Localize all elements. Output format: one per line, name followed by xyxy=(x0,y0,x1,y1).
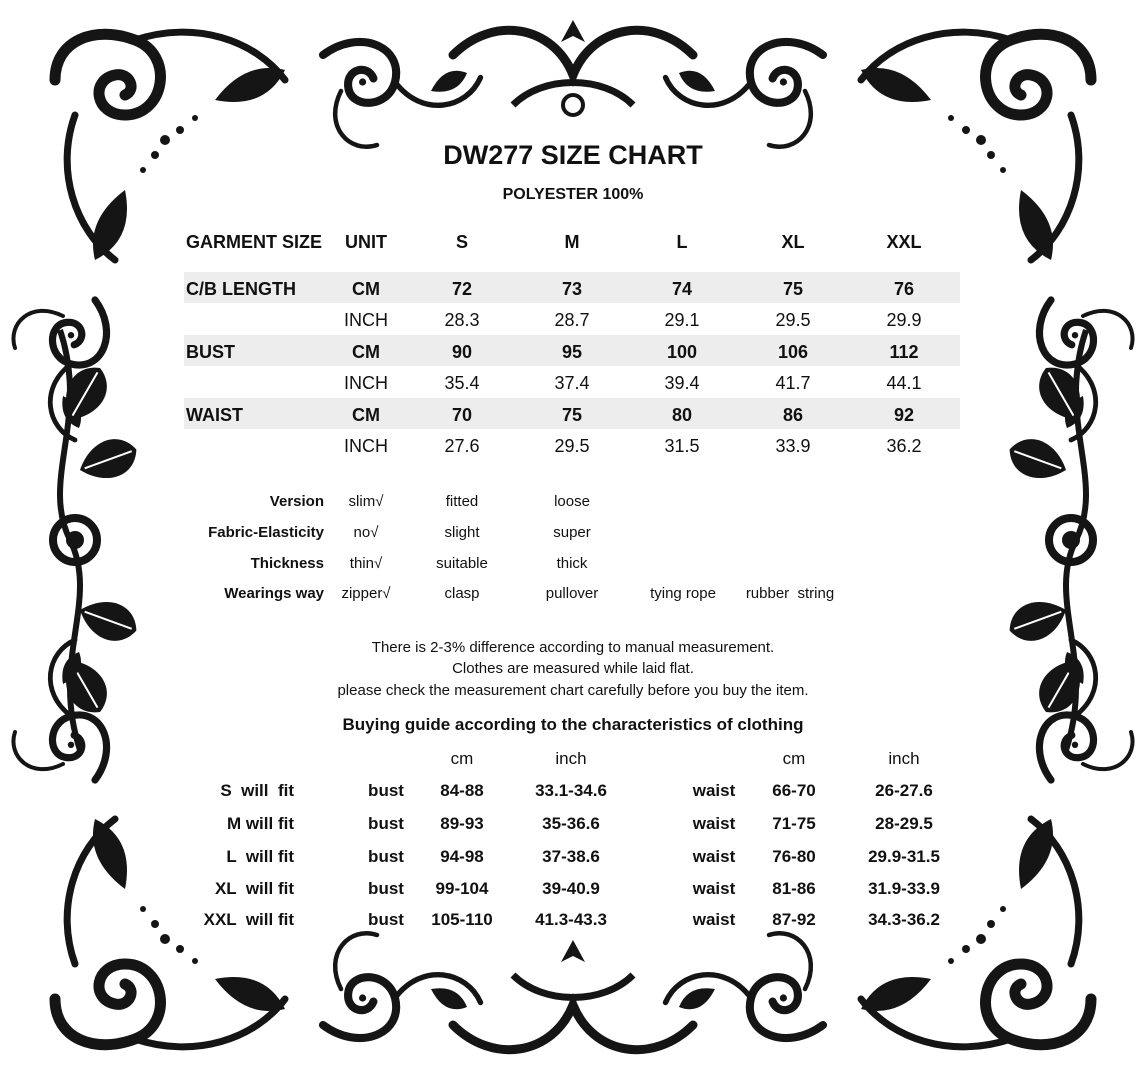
table-cell: 90 xyxy=(451,342,473,362)
guide-bust-inch: 33.1-34.6 xyxy=(535,781,607,800)
table-cell: 27.6 xyxy=(444,436,480,456)
guide-waist-cm: 76-80 xyxy=(772,847,816,866)
attr-label-thickness: Thickness xyxy=(250,555,324,572)
attr-option: slight xyxy=(444,524,480,541)
guide-waist-cm: 66-70 xyxy=(772,781,816,800)
table-cell: 86 xyxy=(782,405,804,425)
attr-option: suitable xyxy=(436,555,488,572)
attr-option: fitted xyxy=(445,493,479,510)
guide-bust-inch: 35-36.6 xyxy=(542,814,600,833)
guide-bust-label: bust xyxy=(368,781,404,800)
guide-waist-label: waist xyxy=(692,847,736,866)
row-unit: CM xyxy=(352,342,380,362)
attr-option: tying rope xyxy=(650,585,716,602)
table-cell: 75 xyxy=(561,405,583,425)
buying-guide-title: Buying guide according to the characteristics of clothing xyxy=(342,715,804,734)
guide-bust-label: bust xyxy=(368,847,404,866)
attr-option: loose xyxy=(554,493,590,510)
guide-bust-inch: 37-38.6 xyxy=(542,847,600,866)
table-cell: 29.9 xyxy=(886,310,922,330)
row-unit: INCH xyxy=(344,373,388,393)
header-size-l: L xyxy=(676,232,688,252)
guide-bust-label: bust xyxy=(368,910,404,929)
header-size-m: M xyxy=(564,232,580,252)
guide-waist-cm: 71-75 xyxy=(772,814,816,833)
guide-bust-inch: 39-40.9 xyxy=(542,879,600,898)
page-title: DW277 SIZE CHART xyxy=(443,140,703,170)
attr-option: rubber string xyxy=(745,585,835,602)
attr-label-fabric-elasticity: Fabric-Elasticity xyxy=(208,524,324,541)
guide-waist-label: waist xyxy=(692,910,736,929)
table-cell: 70 xyxy=(451,405,473,425)
guide-waist-inch: 29.9-31.5 xyxy=(868,847,940,866)
header-size-xl: XL xyxy=(781,232,805,252)
table-cell: 39.4 xyxy=(664,373,700,393)
table-cell: 74 xyxy=(671,279,693,299)
table-cell: 80 xyxy=(671,405,693,425)
table-cell: 37.4 xyxy=(554,373,590,393)
row-label-bust: BUST xyxy=(186,342,235,362)
attr-option: clasp xyxy=(444,585,480,602)
attr-option: super xyxy=(553,524,591,541)
guide-size-label: XXL will fit xyxy=(203,910,294,929)
header-size-s: S xyxy=(455,232,469,252)
table-cell: 100 xyxy=(666,342,698,362)
table-cell: 44.1 xyxy=(886,373,922,393)
guide-waist-label: waist xyxy=(692,879,736,898)
guide-bust-cm: 84-88 xyxy=(440,781,484,800)
header-size-xxl: XXL xyxy=(886,232,922,252)
table-cell: 29.1 xyxy=(664,310,700,330)
guide-bust-cm: 89-93 xyxy=(440,814,484,833)
table-cell: 112 xyxy=(889,342,919,362)
attr-label-wearings-way: Wearings way xyxy=(224,585,324,602)
row-unit: INCH xyxy=(344,310,388,330)
note-line: please check the measurement chart carefully before you buy the item. xyxy=(337,682,809,699)
guide-waist-label: waist xyxy=(692,781,736,800)
guide-header-waist-cm: cm xyxy=(782,749,806,768)
table-cell: 31.5 xyxy=(664,436,700,456)
guide-waist-inch: 31.9-33.9 xyxy=(868,879,940,898)
header-unit: UNIT xyxy=(345,232,387,252)
table-cell: 41.7 xyxy=(775,373,811,393)
guide-bust-label: bust xyxy=(368,879,404,898)
header-garment-size: GARMENT SIZE xyxy=(186,232,323,252)
attr-option: no√ xyxy=(353,524,379,541)
row-label-waist: WAIST xyxy=(186,405,243,425)
table-cell: 75 xyxy=(782,279,804,299)
attr-option: pullover xyxy=(545,585,599,602)
attr-option: zipper√ xyxy=(341,585,391,602)
table-cell: 33.9 xyxy=(775,436,811,456)
attr-option: thin√ xyxy=(349,555,383,572)
guide-bust-inch: 41.3-43.3 xyxy=(535,910,607,929)
table-cell: 35.4 xyxy=(444,373,480,393)
row-unit: CM xyxy=(352,279,380,299)
table-cell: 36.2 xyxy=(886,436,922,456)
guide-header-waist-inch: inch xyxy=(888,749,920,768)
table-cell: 29.5 xyxy=(554,436,590,456)
table-cell: 28.3 xyxy=(444,310,480,330)
guide-waist-inch: 34.3-36.2 xyxy=(868,910,940,929)
row-unit: INCH xyxy=(344,436,388,456)
guide-size-label: M will fit xyxy=(226,814,294,833)
guide-waist-cm: 81-86 xyxy=(772,879,816,898)
table-cell: 76 xyxy=(893,279,915,299)
table-cell: 28.7 xyxy=(554,310,590,330)
guide-waist-inch: 26-27.6 xyxy=(875,781,933,800)
attr-option: slim√ xyxy=(348,493,384,510)
attr-label-version: Version xyxy=(269,493,324,510)
guide-bust-cm: 105-110 xyxy=(431,910,493,929)
table-cell: 95 xyxy=(561,342,583,362)
guide-waist-label: waist xyxy=(692,814,736,833)
table-cell: 72 xyxy=(451,279,473,299)
table-cell: 92 xyxy=(893,405,915,425)
material-subtitle: POLYESTER 100% xyxy=(502,186,644,203)
table-cell: 29.5 xyxy=(775,310,811,330)
attr-option: thick xyxy=(556,555,588,572)
guide-waist-cm: 87-92 xyxy=(772,910,816,929)
guide-size-label: S will fit xyxy=(220,781,294,800)
guide-bust-cm: 99-104 xyxy=(435,879,489,898)
note-line: Clothes are measured while laid flat. xyxy=(452,660,694,677)
guide-size-label: L will fit xyxy=(226,847,294,866)
note-line: There is 2-3% difference according to manual measurement. xyxy=(371,639,775,656)
row-label-cb-length: C/B LENGTH xyxy=(186,279,296,299)
guide-bust-label: bust xyxy=(368,814,404,833)
table-cell: 73 xyxy=(561,279,583,299)
guide-size-label: XL will fit xyxy=(214,879,294,898)
guide-bust-cm: 94-98 xyxy=(440,847,484,866)
table-cell: 106 xyxy=(777,342,809,362)
row-unit: CM xyxy=(352,405,380,425)
guide-header-bust-inch: inch xyxy=(555,749,587,768)
guide-waist-inch: 28-29.5 xyxy=(875,814,933,833)
guide-header-bust-cm: cm xyxy=(450,749,474,768)
